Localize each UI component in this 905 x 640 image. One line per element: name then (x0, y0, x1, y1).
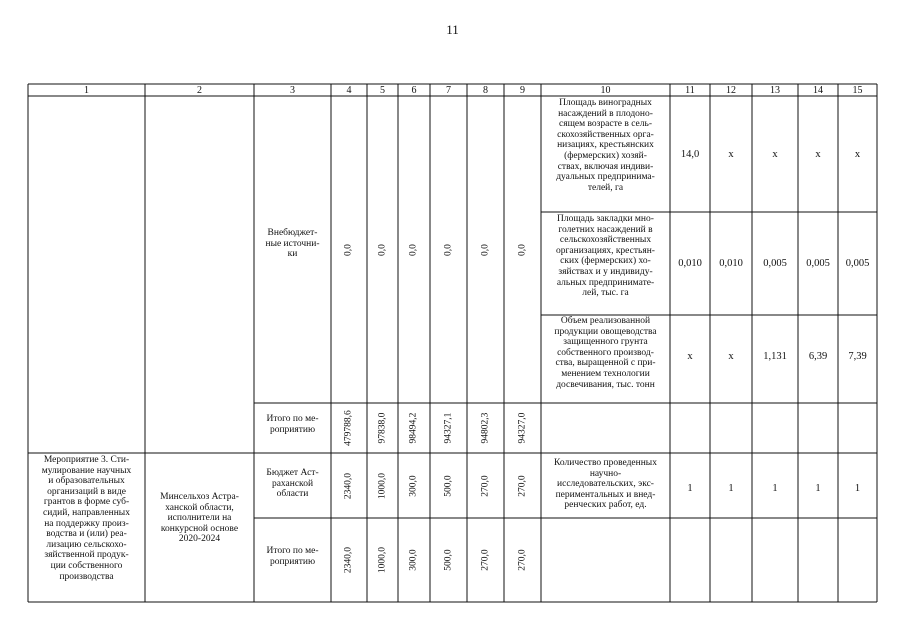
total-block1-col8: 94802,3 (480, 412, 491, 444)
total-block1-col5: 97838,0 (377, 412, 388, 444)
indicator1-value-col13: х (772, 150, 778, 160)
indicator4-value-col14: 1 (815, 484, 821, 494)
column-header-2: 2 (197, 86, 202, 96)
indicator3-value-col15: 7,39 (848, 352, 867, 362)
budget-value-col9: 270,0 (517, 474, 528, 497)
indicator3-value-col11: х (687, 352, 693, 362)
offbudget-value-col5: 0,0 (377, 243, 388, 256)
column-header-7: 7 (446, 86, 451, 96)
total-block2-col8: 270,0 (480, 549, 491, 571)
indicator2-value-col15: 0,005 (845, 259, 870, 269)
indicator4-value-col15: 1 (854, 484, 861, 494)
column-header-11: 11 (685, 86, 695, 96)
indicator1-value-col11: 14,0 (680, 150, 700, 160)
column-header-10: 10 (600, 86, 611, 96)
total-block1-col9: 94327,0 (517, 412, 528, 444)
column-header-1: 1 (84, 86, 89, 96)
indicator3-value-col14: 6,39 (808, 352, 828, 362)
indicator-greenhouse-vegetables-volume: Объем реализованной продукции овощеводства защищенного грунта собственного производ- ства, выращенной с при- менением технологии досвечивания, тыс. тонн (554, 316, 657, 390)
indicator4-value-col13: 1 (772, 484, 778, 494)
budget-value-col8: 270,0 (480, 474, 491, 497)
source-budget-label: Бюджет Аст- раханской области (266, 468, 319, 500)
indicator4-value-col11: 1 (687, 484, 693, 494)
total-block1-col6: 98494,2 (408, 412, 419, 444)
indicator2-value-col14: 0,005 (806, 259, 830, 269)
column-header-3: 3 (290, 86, 295, 96)
total-block2-col9: 270,0 (517, 549, 528, 571)
total-block2-col7: 500,0 (443, 549, 454, 571)
offbudget-value-col4: 0,0 (343, 243, 354, 256)
block1-event-cell (28, 96, 145, 453)
indicator-vineyard-area: Площадь виноградных насаждений в плодоно- сящем возрасте в сель- скохозяйственных орга- низациях, крестьянских (фермерских) хозяй- ствах, включая индиви- дуальных предпринима- телей, га (556, 98, 655, 193)
offbudget-value-col8: 0,0 (480, 243, 491, 256)
total-label-block2: Итого по ме- роприятию (266, 546, 319, 567)
source-offbudget-label: Внебюджет- ные источни- ки (265, 228, 320, 260)
offbudget-value-col9: 0,0 (517, 243, 528, 256)
indicator3-value-col13: 1,131 (763, 352, 787, 362)
column-header-8: 8 (483, 86, 488, 96)
page-number: 11 (446, 22, 459, 37)
indicator2-value-col11: 0,010 (678, 259, 702, 269)
column-header-4: 4 (346, 86, 352, 96)
indicator4-value-col12: 1 (728, 484, 734, 494)
budget-value-col7: 500,0 (443, 474, 454, 497)
indicator-perennial-planting-area: Площадь закладки мно- голетних насаждений в сельскохозяйственных организациях, крестьян- ских (фермерских) хо- зяйствах и у индивиду- альных предпринимате- лей, тыс. га (556, 214, 655, 299)
budget-value-col5: 1000,0 (377, 472, 388, 499)
offbudget-value-col6: 0,0 (408, 243, 419, 256)
budget-value-col6: 300,0 (408, 474, 419, 497)
total-block1-col4: 479788,6 (343, 410, 354, 446)
total-block2-col5: 1000,0 (377, 546, 388, 574)
indicator1-value-col15: х (854, 150, 861, 160)
event-3-description: Мероприятие 3. Сти- мулирование научных и образовательных организаций в виде грантов в форме суб- сидий, направленных на поддержку произ- водства и (или) реа- лизацию сельскохо- зяйственной продук- ции собственного производства (41, 455, 132, 582)
total-label-block1: Итого по ме- роприятию (266, 414, 319, 435)
column-header-12: 12 (726, 86, 736, 96)
indicator-research-works-count: Количество проведенных научно- исследовательских, экс- периментальных и внед- ренческих работ, ед. (554, 458, 657, 511)
column-header-6: 6 (411, 86, 417, 96)
total-block2-col6: 300,0 (408, 549, 419, 571)
indicator2-value-col13: 0,005 (763, 259, 787, 269)
total-block2-col4: 2340,0 (343, 546, 354, 574)
total-block1-col7: 94327,1 (443, 412, 454, 444)
offbudget-value-col7: 0,0 (443, 243, 454, 256)
indicator3-value-col12: х (728, 352, 734, 362)
event-3-executor: Минсельхоз Астра- ханской области, исполнители на конкурсной основе 2020-2024 (160, 492, 239, 545)
column-header-9: 9 (520, 86, 525, 96)
column-header-5: 5 (380, 86, 385, 96)
indicator1-value-col12: х (728, 150, 734, 160)
budget-value-col4: 2340,0 (343, 472, 354, 499)
indicator1-value-col14: х (815, 150, 821, 160)
column-header-13: 13 (770, 86, 780, 96)
column-header-14: 14 (813, 86, 823, 96)
column-header-15: 15 (852, 86, 863, 96)
indicator2-value-col12: 0,010 (719, 259, 743, 269)
